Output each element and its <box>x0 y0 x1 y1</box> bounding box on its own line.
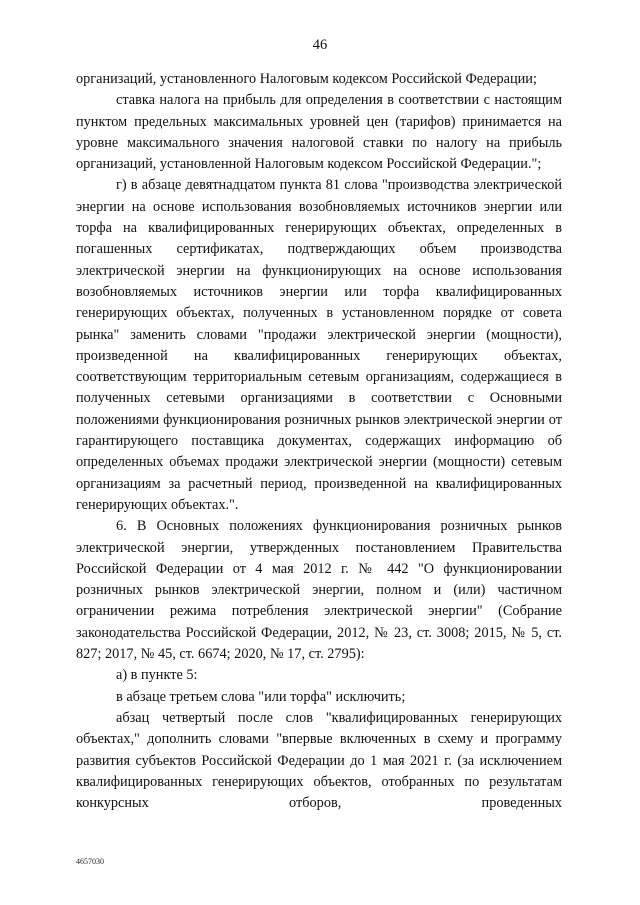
paragraph-5: а) в пункте 5: <box>116 667 198 684</box>
paragraph-4: 6. В Основных положениях функционирования розничных рынков электрической энергии, утвержденных постановлением Правительства Российской Федерации от 4 мая 2012 г. № 442 "О функционировании розничных рынков электрической энергии, полном и (или) частичном ограничении режима потребления электрической энергии" (Собрание законодательства Российской Федерации, 2012, № 23, ст. 3008; 2015, № 5, ст. 827; 2017, № 45, ст. 6674; 2020, № 17, ст. 2795): <box>76 518 562 663</box>
paragraph-3: г) в абзаце девятнадцатом пункта 81 слова "производства электрической энергии на основе использования возобновляемых источников энергии или торфа на квалифицированных генерирующих объектах, определенных в погашенных сертификатах, подтверждающих объем производства электрической энергии на функционирующих на основе использования возобновляемых источников энергии или торфа квалифицированных генерирующих объектах, полученных в установленном порядке от совета рынка" заменить словами "продажи электрической энергии (мощности), произведенной на квалифицированных генерирующих объектах, соответствующим территориальным сетевым организациям, содержащиеся в полученных сетевыми организациями в соответствии с Основными положениями функционирования розничных рынков электрической энергии от гарантирующего поставщика документах, содержащих информацию об определенных объемах продажи электрической энергии (мощности) сетевым организациям за расчетный период, произведенной на квалифицированных генерирующих объектах.". <box>76 177 562 513</box>
paragraph-7: абзац четвертый после слов "квалифицированных генерирующих объектах," дополнить словами "впервые включенных в схему и программу развития субъектов Российской Федерации до 1 мая 2021 г. (за исключением квалифицированных генерирующих объектов, отобранных по результатам конкурсных отборов, проведенных <box>76 709 562 812</box>
page-number: 46 <box>312 37 328 53</box>
document-id: 4657030 <box>76 857 104 866</box>
document-body <box>76 69 562 814</box>
paragraph-2: ставка налога на прибыль для определения в соответствии с настоящим пунктом предельных максимальных уровней цен (тарифов) принимается на уровне максимального значения налоговой ставки по налогу на прибыль организаций, установленной Налоговым кодексом Российской Федерации."; <box>76 92 562 173</box>
paragraph-6: в абзаце третьем слова "или торфа" исключить; <box>116 688 406 705</box>
paragraph-1: организаций, установленного Налоговым кодексом Российской Федерации; <box>76 71 537 87</box>
